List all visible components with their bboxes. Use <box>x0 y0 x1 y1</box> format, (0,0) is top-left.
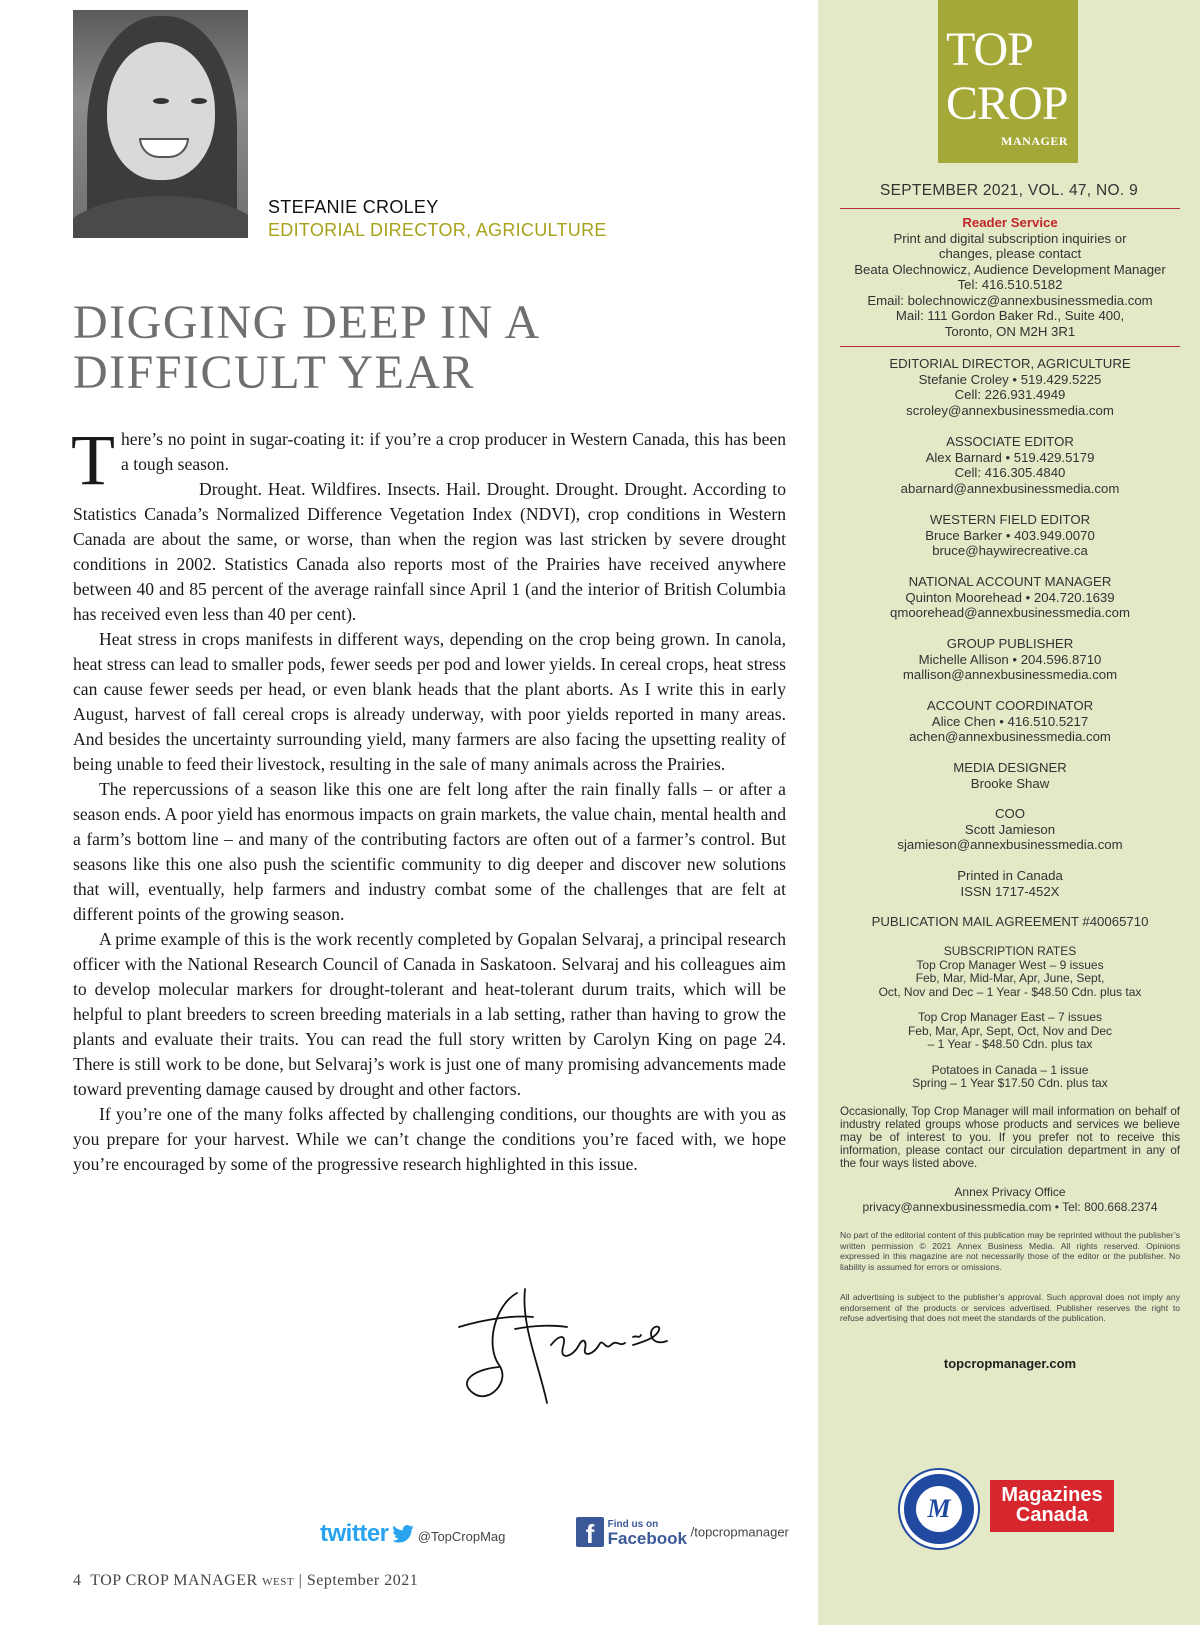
staff-role: MEDIA DESIGNER <box>953 760 1067 775</box>
article-paragraph <box>71 420 786 500</box>
staff-media-designer <box>840 760 1180 791</box>
rates-line: – 1 Year - $48.50 Cdn. plus tax <box>927 1037 1093 1051</box>
author-title: EDITORIAL DIRECTOR, AGRICULTURE <box>268 220 607 240</box>
staff-contact: Alice Chen • 416.510.5217 <box>931 713 1089 729</box>
staff-contact: Bruce Barker • 403.949.0070 <box>925 527 1095 543</box>
printed-info <box>840 868 1180 899</box>
article-paragraph: Drought. Heat. Wildfires. Insects. Hail. Drought. Drought. Drought. According to Statistics Canada’s Normalized Difference Vegetation Index (NDVI), crop conditions in Western Canada are about the same, or worse, than when the region was last stricken by severe drought conditions in 2002. Statistics Canada also reports most of the Prairies have received anywhere between 40 and 85 percent of the average rainfall since April 1 (and the interior of British Columbia has received even less than 40 per cent). <box>73 479 786 624</box>
reader-service-line: Email: bolechnowicz@annexbusinessmedia.com <box>867 292 1153 308</box>
author-photo <box>73 10 248 238</box>
staff-contact: Alex Barnard • 519.429.5179 <box>925 449 1095 465</box>
facebook-wordmark: Facebook <box>607 1529 687 1548</box>
staff-coo <box>840 806 1180 853</box>
rates-line: Feb, Mar, Mid-Mar, Apr, June, Sept, <box>915 971 1105 985</box>
staff-editorial-director <box>840 356 1180 418</box>
author-signature <box>455 1285 675 1415</box>
divider <box>840 346 1180 347</box>
staff-contact: Stefanie Croley • 519.429.5225 <box>918 371 1102 387</box>
logo-word-crop: CROP <box>946 77 1068 130</box>
staff-western-field-editor <box>840 512 1180 559</box>
staff-contact: Michelle Allison • 204.596.8710 <box>918 651 1102 667</box>
facebook-handle: /topcropmanager <box>690 1524 789 1540</box>
facebook-f-icon: f <box>576 1517 604 1547</box>
rates-line: Top Crop Manager East – 7 issues <box>917 1010 1103 1024</box>
privacy-office <box>840 1185 1180 1215</box>
staff-role: WESTERN FIELD EDITOR <box>929 512 1091 527</box>
magazines-canada-word-1: Magazines <box>1001 1484 1103 1506</box>
facebook-badge <box>608 1518 687 1546</box>
reader-service-heading: Reader Service <box>962 215 1058 230</box>
article-paragraph: If you’re one of the many folks affected by challenging conditions, our thoughts are with you as you prepare for your harvest. While we can’t change the conditions you’re faced with, we hope you’re encouraged by some of the progressive research highlighted in this issue. <box>73 1104 786 1174</box>
staff-email: bruce@haywirecreative.ca <box>932 543 1088 558</box>
staff-email: achen@annexbusinessmedia.com <box>909 729 1111 744</box>
website-link[interactable]: topcropmanager.com <box>943 1356 1077 1371</box>
staff-email: mallison@annexbusinessmedia.com <box>902 667 1118 682</box>
legal-notice-editorial: No part of the editorial content of this publication may be reprinted without the publisher’s written permission © 2021 Annex Business Media. All rights reserved. Opinions expressed in this magazine are not necessarily those of the editor or the publisher. No liability is assumed for errors or omissions. <box>840 1230 1180 1272</box>
divider <box>840 208 1180 209</box>
drop-cap: T <box>71 420 115 500</box>
twitter-wordmark: twitter <box>320 1520 389 1547</box>
issn: ISSN 1717-452X <box>960 883 1060 899</box>
headline <box>73 298 773 398</box>
twitter-link[interactable] <box>320 1520 505 1560</box>
mailing-notice: Occasionally, Top Crop Manager will mail information on behalf of industry related groups whose products and services we believe may be of interest to you. If you prefer not to receive this information, please contact our circulation department in any of the four ways listed above. <box>840 1105 1180 1170</box>
staff-contact: Cell: 226.931.4949 <box>954 387 1066 402</box>
author-photo-eye <box>191 98 207 104</box>
reader-service-line: Beata Olechnowicz, Audience Development Manager <box>854 261 1166 277</box>
twitter-bird-icon <box>392 1525 414 1543</box>
author-name: STEFANIE CROLEY <box>268 197 439 217</box>
reader-service-line: Tel: 416.510.5182 <box>957 277 1063 292</box>
staff-role: ACCOUNT COORDINATOR <box>926 698 1094 713</box>
staff-email: abarnard@annexbusinessmedia.com <box>900 480 1120 496</box>
subscription-rates <box>840 945 1180 1091</box>
staff-associate-editor <box>840 434 1180 496</box>
staff-email: sjamieson@annexbusinessmedia.com <box>897 837 1123 852</box>
magazines-canada-logo <box>990 1480 1114 1532</box>
twitter-handle: @TopCropMag <box>417 1529 506 1544</box>
footer-magazine-name: TOP CROP MANAGER <box>90 1572 258 1589</box>
headline-line-1: DIGGING DEEP IN A <box>73 296 541 349</box>
reader-service <box>840 215 1180 339</box>
privacy-contact: privacy@annexbusinessmedia.com • Tel: 800.668.2374 <box>862 1200 1158 1214</box>
membership-seal-letter: M <box>916 1486 962 1532</box>
mail-agreement: PUBLICATION MAIL AGREEMENT #40065710 <box>871 914 1149 929</box>
rates-line: Top Crop Manager West – 9 issues <box>916 957 1104 972</box>
staff-role: GROUP PUBLISHER <box>946 636 1074 651</box>
legal-notice-advertising: All advertising is subject to the publisher’s approval. Such approval does not imply any endorsement of the products or services advertised. Publisher reserves the right to refuse advertising that does not meet the standards of the publication. <box>840 1292 1180 1323</box>
staff-group-publisher <box>840 636 1180 683</box>
magazines-canada-word-2: Canada <box>1015 1504 1089 1526</box>
page-footer <box>73 1572 418 1590</box>
rates-line: Spring – 1 Year $17.50 Cdn. plus tax <box>912 1076 1108 1090</box>
logo-word-manager: MANAGER <box>1001 134 1068 148</box>
article-paragraph: The repercussions of a season like this one are felt long after the rain finally falls – or after a season ends. A poor yield has enormous impacts on grain markets, the value chain, mental health and a farm’s bottom line – and many of the contributing factors are often out of a farmer’s control. But seasons like this one also push the scientific community to dig deeper and discover new solutions that will, eventually, help farmers and industry combat some of the challenges that are felt at different points of the growing season. <box>73 779 786 924</box>
staff-account-coordinator <box>840 698 1180 745</box>
rates-line: Potatoes in Canada – 1 issue <box>931 1062 1089 1077</box>
article-paragraph: Heat stress in crops manifests in different ways, depending on the crop being grown. In canola, heat stress can lead to smaller pods, fewer seeds per pod and lower yields. In cereal crops, heat stress can cause fewer seeds per head, or even blank heads that the plant aborts. As I write this in early August, harvest of fall cereal crops is already underway, with poor yields reported in many areas. And besides the uncertainty surrounding yield, many farmers are also facing the upsetting reality of being unable to feed their livestock, resulting in the sale of many animals across the Prairies. <box>73 629 786 774</box>
reader-service-line: Print and digital subscription inquiries or <box>893 230 1127 246</box>
issue-info: SEPTEMBER 2021, VOL. 47, NO. 9 <box>880 182 1138 199</box>
masthead-sidebar <box>818 0 1200 1625</box>
membership-seal <box>900 1470 978 1548</box>
staff-national-account-manager <box>840 574 1180 621</box>
author-photo-eye <box>153 98 169 104</box>
facebook-link[interactable] <box>576 1517 789 1557</box>
rates-heading: SUBSCRIPTION RATES <box>943 944 1077 958</box>
staff-email: scroley@annexbusinessmedia.com <box>906 402 1114 418</box>
staff-role: NATIONAL ACCOUNT MANAGER <box>908 574 1112 589</box>
printed-in-canada: Printed in Canada <box>957 868 1063 883</box>
top-crop-manager-logo <box>938 0 1078 163</box>
headline-line-2: DIFFICULT YEAR <box>73 346 475 399</box>
page-number: 4 <box>73 1572 82 1589</box>
staff-contact: Brooke Shaw <box>970 775 1050 791</box>
footer-edition: WEST <box>262 1576 295 1588</box>
staff-contact: Quinton Moorehead • 204.720.1639 <box>905 589 1115 605</box>
article-body <box>71 420 786 1177</box>
staff-contact: Scott Jamieson <box>964 821 1056 837</box>
privacy-heading: Annex Privacy Office <box>954 1185 1066 1199</box>
author-photo-face <box>107 42 215 180</box>
article-paragraph-text: here’s no point in sugar-coating it: if you’re a crop producer in Western Canada, this has been a tough season. <box>120 429 786 474</box>
reader-service-line: changes, please contact <box>938 246 1082 261</box>
article-paragraph: A prime example of this is the work recently completed by Gopalan Selvaraj, a principal research officer with the National Research Council of Canada in Saskatoon. Selvaraj and his colleagues aim to develop molecular markers for drought-tolerant and heat-tolerant durum traits, which will be helpful to plant breeders to screen breeding materials in a lab setting, rather than having to grow the plants and evaluate their traits. You can read the full story written by Carolyn King on page 24. There is still work to be done, but Selvaraj’s work is just one of many promising advancements made toward preventing damage caused by drought and other factors. <box>73 929 786 1099</box>
rates-line: Feb, Mar, Apr, Sept, Oct, Nov and Dec <box>907 1023 1113 1038</box>
staff-contact: Cell: 416.305.4840 <box>954 465 1066 480</box>
staff-role: EDITORIAL DIRECTOR, AGRICULTURE <box>889 356 1131 371</box>
reader-service-line: Toronto, ON M2H 3R1 <box>944 323 1076 339</box>
staff-email: qmoorehead@annexbusinessmedia.com <box>890 605 1130 620</box>
reader-service-line: Mail: 111 Gordon Baker Rd., Suite 400, <box>895 308 1125 323</box>
rates-line: Oct, Nov and Dec – 1 Year - $48.50 Cdn. plus tax <box>878 984 1142 999</box>
staff-role: ASSOCIATE EDITOR <box>946 434 1074 449</box>
facebook-find-label: Find us on <box>607 1519 659 1530</box>
logo-word-top: TOP <box>946 23 1033 76</box>
footer-date: | September 2021 <box>298 1572 419 1589</box>
staff-role: COO <box>994 806 1026 821</box>
